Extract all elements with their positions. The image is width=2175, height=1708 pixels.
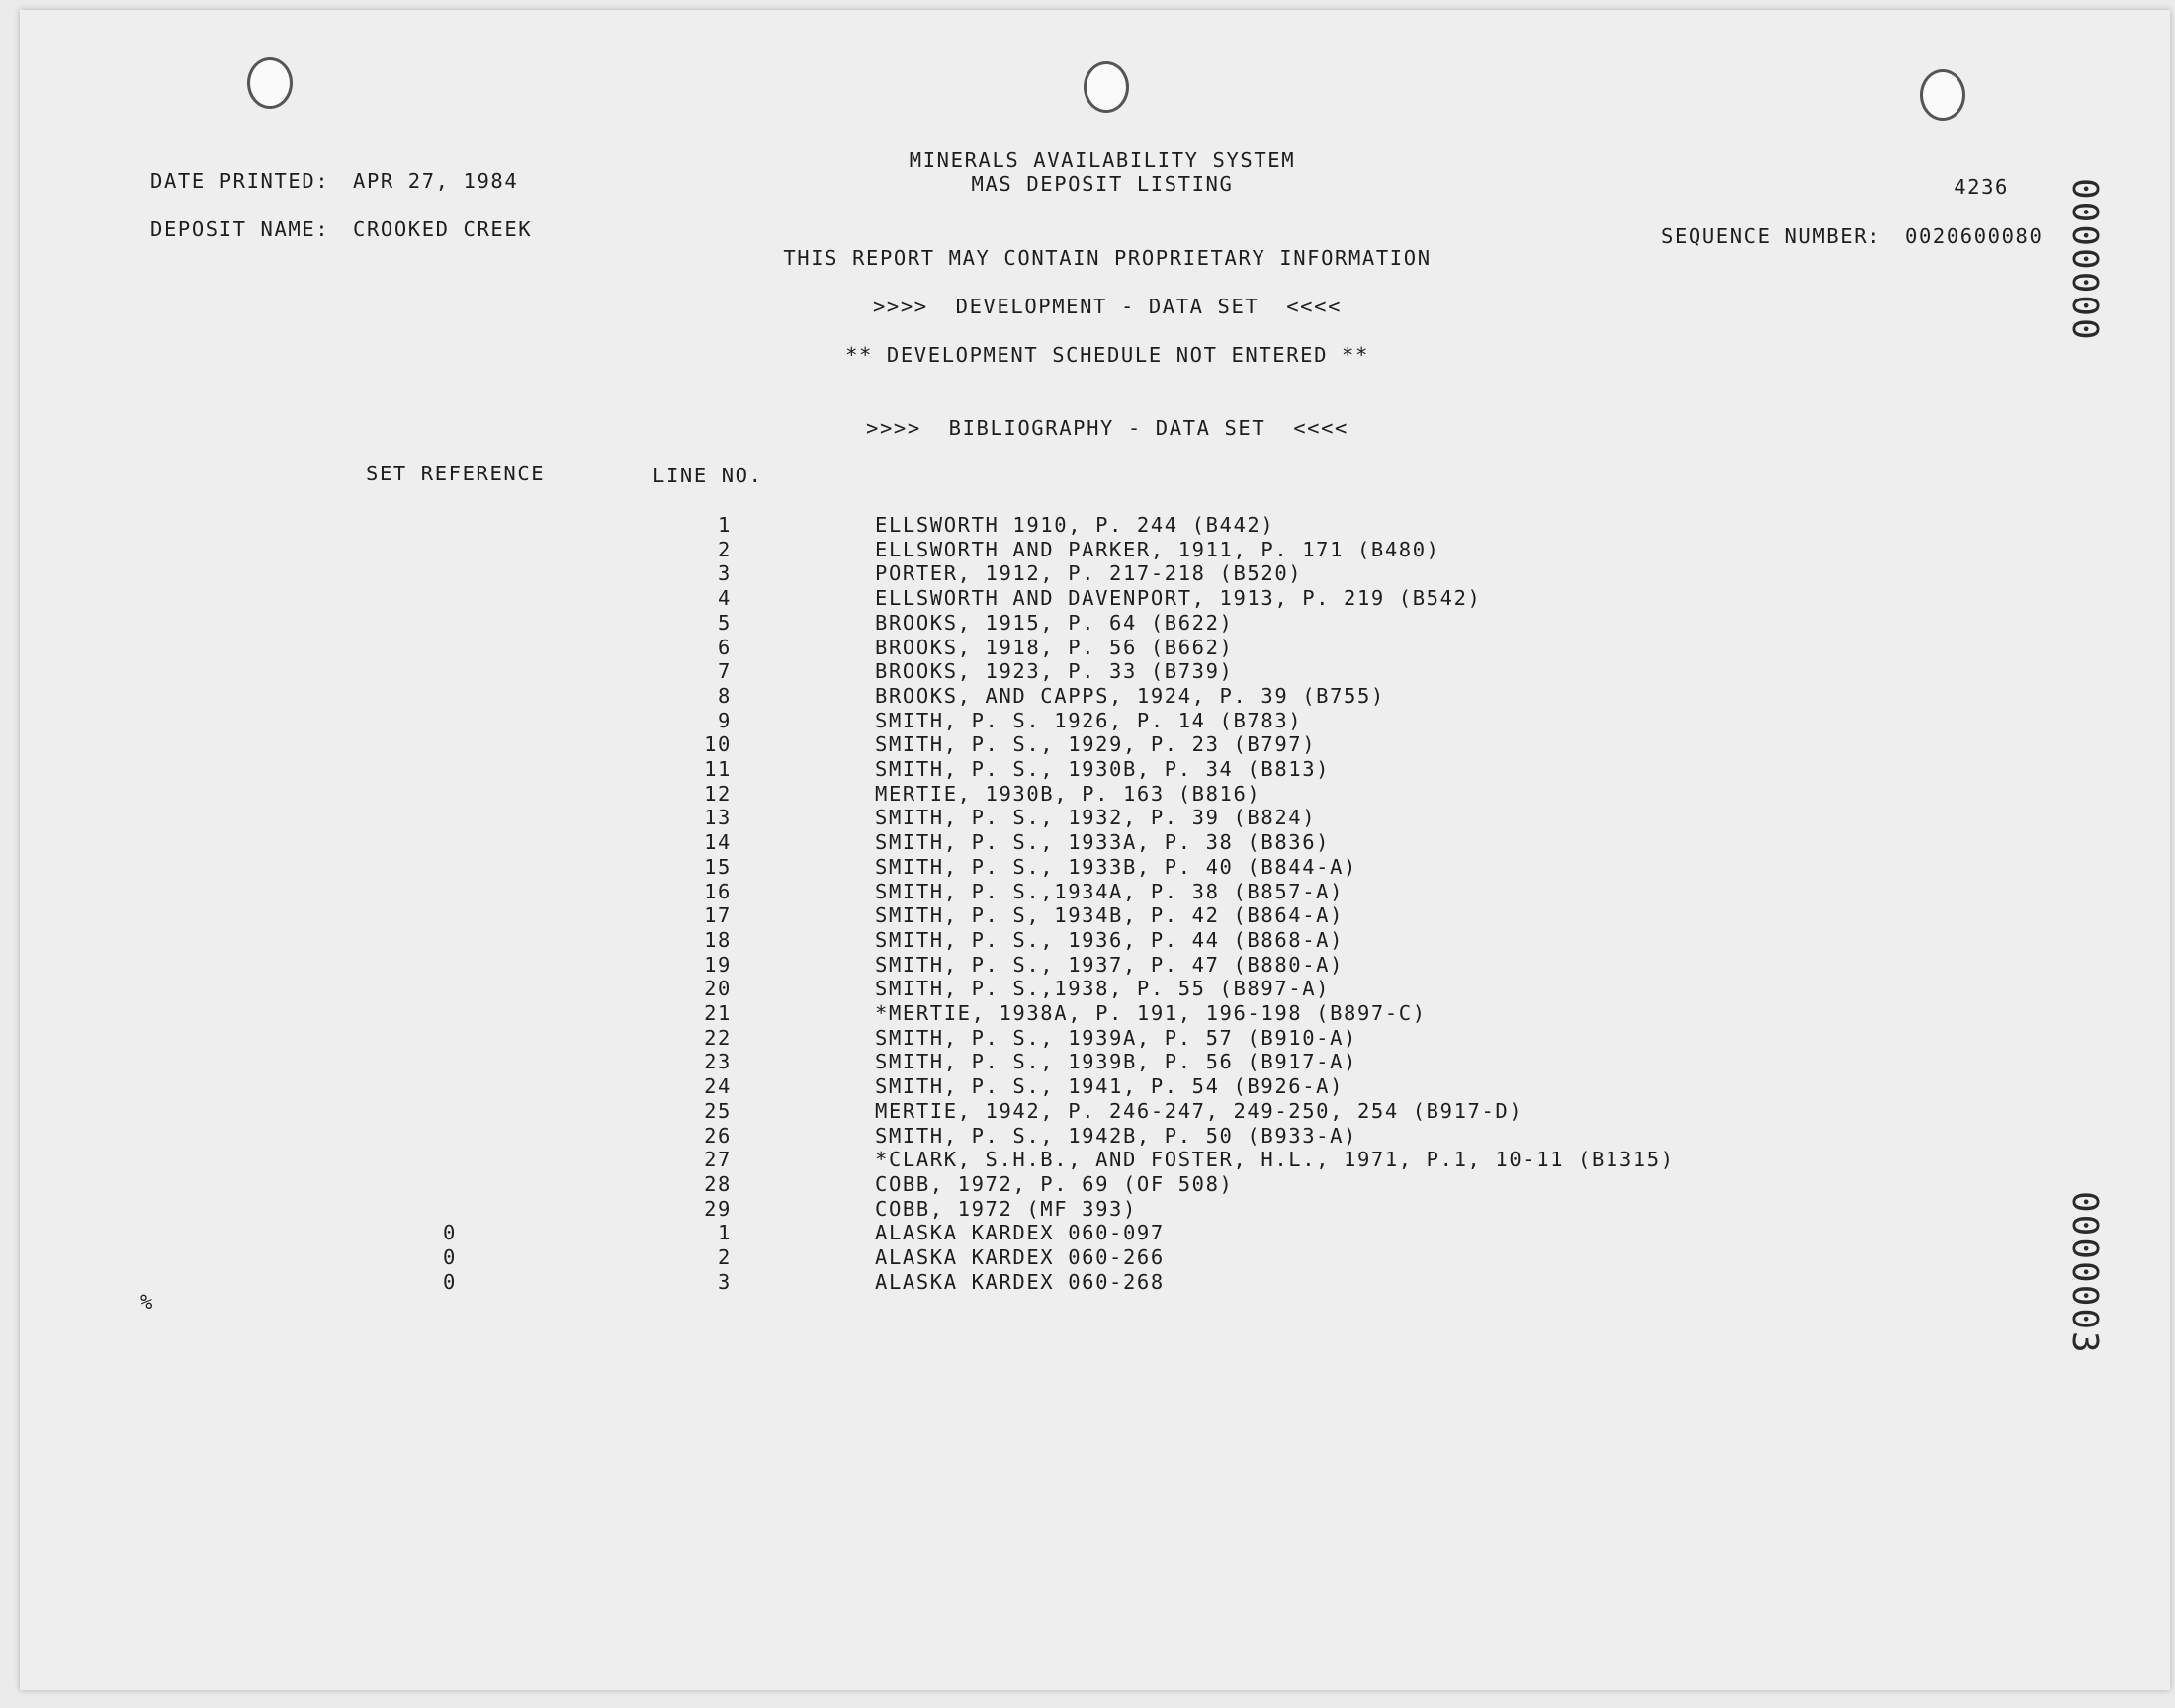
bibliography-row: [0, 1099, 2175, 1123]
row-reference-text: BROOKS, 1915, P. 64 (B622): [875, 610, 1234, 635]
deposit-name-value: CROOKED CREEK: [353, 217, 533, 241]
bibliography-row: [0, 732, 2175, 756]
bibliography-row: [0, 1026, 2175, 1050]
system-title: MINERALS AVAILABILITY SYSTEM: [909, 148, 1296, 172]
row-set-reference: 0: [443, 1221, 457, 1245]
bibliography-row: [0, 561, 2175, 585]
bibliography-row: [0, 1245, 2175, 1269]
bibliography-row: [0, 659, 2175, 683]
bibliography-row: [0, 538, 2175, 561]
row-reference-text: SMITH, P. S., 1933A, P. 38 (B836): [875, 830, 1331, 855]
row-line-number: 21: [704, 1001, 732, 1025]
row-reference-text: SMITH, P. S.,1934A, P. 38 (B857-A): [875, 879, 1345, 903]
row-reference-text: SMITH, P. S., 1933B, P. 40 (B844-A): [875, 854, 1357, 879]
row-set-reference: 0: [443, 1269, 457, 1294]
row-line-number: 11: [704, 757, 732, 781]
row-reference-text: ALASKA KARDEX 060-266: [875, 1245, 1165, 1269]
deposit-name-label: DEPOSIT NAME:: [150, 217, 330, 241]
row-line-number: 3: [718, 561, 732, 586]
row-line-number: 16: [704, 879, 732, 903]
row-line-number: 2: [718, 537, 732, 561]
row-reference-text: ELLSWORTH AND DAVENPORT, 1913, P. 219 (B542): [875, 586, 1482, 611]
sequence-number-value: 0020600080: [1905, 224, 2044, 248]
bibliography-row: [0, 830, 2175, 854]
row-reference-text: SMITH, P. S., 1942B, P. 50 (B933-A): [875, 1123, 1357, 1148]
row-line-number: 28: [704, 1171, 732, 1196]
date-printed-label: DATE PRINTED:: [150, 169, 330, 193]
bibliography-row: [0, 586, 2175, 610]
row-reference-text: COBB, 1972 (MF 393): [875, 1196, 1137, 1221]
bibliography-row: [0, 1001, 2175, 1025]
row-reference-text: SMITH, P. S. 1926, P. 14 (B783): [875, 708, 1303, 732]
row-reference-text: MERTIE, 1930B, P. 163 (B816): [875, 781, 1262, 806]
bibliography-row: [0, 1197, 2175, 1221]
page-number: 4236: [1954, 175, 2009, 199]
row-line-number: 15: [704, 854, 732, 879]
row-line-number: 18: [704, 927, 732, 952]
row-line-number: 8: [718, 683, 732, 708]
bibliography-row: [0, 636, 2175, 659]
row-reference-text: SMITH, P. S., 1932, P. 39 (B824): [875, 806, 1317, 830]
row-line-number: 1: [718, 1221, 732, 1245]
row-line-number: 1: [718, 513, 732, 537]
development-status: ** DEVELOPMENT SCHEDULE NOT ENTERED **: [845, 343, 1369, 367]
bibliography-heading: >>>> BIBLIOGRAPHY - DATA SET <<<<: [866, 416, 1348, 440]
side-stamp-bottom: 0000003: [2064, 1191, 2105, 1355]
row-line-number: 24: [704, 1074, 732, 1099]
bibliography-row: [0, 953, 2175, 977]
row-line-number: 20: [704, 977, 732, 1001]
row-line-number: 29: [704, 1196, 732, 1221]
row-reference-text: SMITH, P. S., 1937, P. 47 (B880-A): [875, 952, 1345, 977]
row-reference-text: SMITH, P. S., 1941, P. 54 (B926-A): [875, 1074, 1345, 1099]
column-header-line-no: LINE NO.: [652, 464, 763, 487]
row-reference-text: PORTER, 1912, P. 217-218 (B520): [875, 561, 1303, 586]
footer-mark: %: [140, 1290, 154, 1314]
bibliography-row: [0, 757, 2175, 781]
bibliography-row: [0, 903, 2175, 927]
sequence-number-label: SEQUENCE NUMBER:: [1661, 224, 1882, 248]
bibliography-row: [0, 928, 2175, 952]
bibliography-row: [0, 1124, 2175, 1148]
row-reference-text: SMITH, P. S.,1938, P. 55 (B897-A): [875, 977, 1331, 1001]
row-line-number: 25: [704, 1098, 732, 1123]
row-reference-text: ALASKA KARDEX 060-097: [875, 1221, 1165, 1245]
row-reference-text: SMITH, P. S., 1929, P. 23 (B797): [875, 732, 1317, 757]
column-header-set-reference: SET REFERENCE: [366, 462, 546, 485]
row-line-number: 17: [704, 903, 732, 928]
row-reference-text: ALASKA KARDEX 060-268: [875, 1269, 1165, 1294]
row-reference-text: SMITH, P. S., 1939A, P. 57 (B910-A): [875, 1025, 1357, 1050]
bibliography-row: [0, 709, 2175, 732]
row-reference-text: BROOKS, 1923, P. 33 (B739): [875, 659, 1234, 684]
side-stamp-top: 0000000: [2064, 178, 2105, 342]
row-reference-text: BROOKS, 1918, P. 56 (B662): [875, 635, 1234, 659]
row-line-number: 5: [718, 610, 732, 635]
row-reference-text: SMITH, P. S., 1936, P. 44 (B868-A): [875, 927, 1345, 952]
bibliography-row: [0, 1074, 2175, 1098]
proprietary-notice: THIS REPORT MAY CONTAIN PROPRIETARY INFORMATION: [783, 246, 1432, 270]
bibliography-row: [0, 806, 2175, 829]
row-reference-text: *CLARK, S.H.B., AND FOSTER, H.L., 1971, P.1, 10-11 (B1315): [875, 1148, 1675, 1172]
row-reference-text: SMITH, P. S, 1934B, P. 42 (B864-A): [875, 903, 1345, 928]
bibliography-row: [0, 977, 2175, 1000]
row-line-number: 10: [704, 732, 732, 757]
row-reference-text: MERTIE, 1942, P. 246-247, 249-250, 254 (B917-D): [875, 1098, 1523, 1123]
development-heading: >>>> DEVELOPMENT - DATA SET <<<<: [872, 295, 1343, 318]
row-line-number: 27: [704, 1148, 732, 1172]
row-reference-text: ELLSWORTH 1910, P. 244 (B442): [875, 513, 1275, 537]
row-line-number: 26: [704, 1123, 732, 1148]
bibliography-row: [0, 684, 2175, 708]
bibliography-row: [0, 880, 2175, 903]
bibliography-row: [0, 611, 2175, 635]
row-reference-text: COBB, 1972, P. 69 (OF 508): [875, 1171, 1234, 1196]
row-line-number: 9: [718, 708, 732, 732]
row-line-number: 3: [718, 1269, 732, 1294]
bibliography-row: [0, 855, 2175, 879]
row-line-number: 6: [718, 635, 732, 659]
listing-title: MAS DEPOSIT LISTING: [971, 172, 1234, 196]
bibliography-row: [0, 1270, 2175, 1294]
row-set-reference: 0: [443, 1245, 457, 1269]
row-reference-text: SMITH, P. S., 1930B, P. 34 (B813): [875, 757, 1331, 781]
bibliography-row: [0, 1148, 2175, 1171]
row-reference-text: *MERTIE, 1938A, P. 191, 196-198 (B897-C): [875, 1001, 1427, 1025]
row-line-number: 12: [704, 781, 732, 806]
row-line-number: 13: [704, 806, 732, 830]
bibliography-row: [0, 1050, 2175, 1073]
bibliography-row: [0, 1172, 2175, 1196]
row-line-number: 14: [704, 830, 732, 855]
row-reference-text: SMITH, P. S., 1939B, P. 56 (B917-A): [875, 1050, 1357, 1074]
bibliography-row: [0, 782, 2175, 806]
row-line-number: 2: [718, 1245, 732, 1269]
row-line-number: 23: [704, 1050, 732, 1074]
row-reference-text: BROOKS, AND CAPPS, 1924, P. 39 (B755): [875, 683, 1385, 708]
row-line-number: 19: [704, 952, 732, 977]
row-reference-text: ELLSWORTH AND PARKER, 1911, P. 171 (B480): [875, 537, 1440, 561]
row-line-number: 4: [718, 586, 732, 611]
bibliography-row: [0, 1221, 2175, 1244]
bibliography-row: [0, 513, 2175, 537]
row-line-number: 7: [718, 659, 732, 684]
date-printed-value: APR 27, 1984: [353, 169, 519, 193]
row-line-number: 22: [704, 1025, 732, 1050]
